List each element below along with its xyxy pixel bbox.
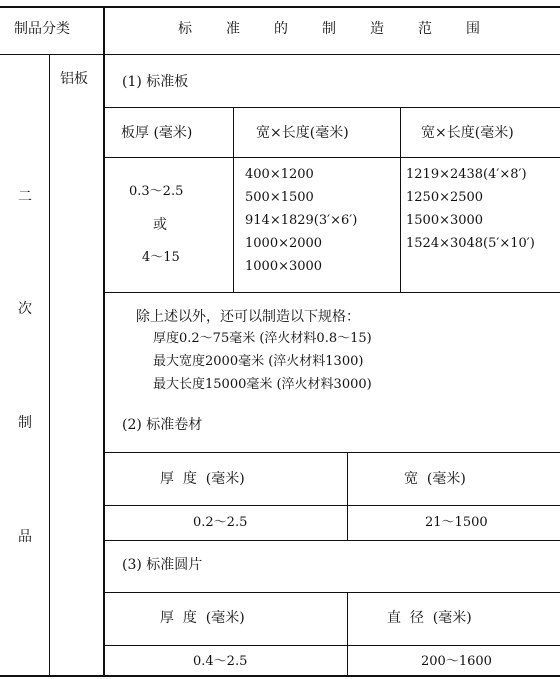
plate-col-divider-1 (233, 107, 234, 292)
header-category: 制品分类 (14, 21, 70, 37)
other-spec-line: 最大长度15000毫米 (淬火材料3000) (153, 377, 372, 392)
coil-table-bottom-rule (103, 540, 560, 541)
disc-table-top-rule (103, 592, 560, 593)
category-char-2: 次 (18, 301, 32, 317)
plate-col1-header: 板厚 (毫米) (121, 125, 193, 141)
disc-col2-header: 直 径 (毫米) (387, 610, 472, 626)
table-bottom-rule (0, 675, 560, 677)
category-char-4: 品 (18, 529, 32, 545)
plate-size-item: 1000×2000 (245, 236, 323, 251)
coil-col-divider (347, 452, 348, 540)
category-char-3: 制 (18, 415, 32, 431)
coil-width-value: 21～1500 (425, 515, 488, 530)
header-range-title: 标准的制造范围 (178, 21, 514, 37)
plate-size-item: 1500×3000 (406, 213, 484, 228)
plate-sizes-col3 (406, 163, 535, 255)
disc-table-header-rule (103, 645, 560, 646)
plate-sizes-col2 (245, 163, 357, 278)
plate-col2-header: 宽×长度(毫米) (256, 125, 349, 141)
other-spec-line: 厚度0.2～75毫米 (淬火材料0.8～15) (153, 331, 372, 346)
plate-or: 或 (153, 217, 167, 233)
category-inner-divider (49, 54, 50, 676)
plate-col-divider-2 (400, 107, 401, 292)
plate-size-item: 400×1200 (245, 167, 314, 182)
coil-table-header-rule (103, 505, 560, 506)
disc-col-divider (347, 592, 348, 676)
category-char-1: 二 (18, 189, 32, 205)
coil-table-top-rule (103, 452, 560, 453)
plate-section-title: (1) 标准板 (122, 74, 189, 90)
coil-col2-header: 宽 (毫米) (404, 471, 466, 487)
other-specs-intro: 除上述以外，还可以制造以下规格： (136, 309, 360, 325)
header-bottom-rule (0, 54, 560, 55)
plate-thickness-b: 4～15 (142, 250, 180, 265)
category-sub-aluminum-plate: 铝板 (60, 71, 88, 87)
other-spec-line: 最大宽度2000毫米 (淬火材料1300) (153, 354, 364, 369)
coil-section-title: (2) 标准卷材 (122, 417, 203, 433)
plate-size-item: 1250×2500 (406, 190, 484, 205)
plate-size-item: 914×1829(3′×6′) (245, 213, 358, 228)
disc-section-title: (3) 标准圆片 (122, 557, 203, 573)
disc-thickness-value: 0.4～2.5 (193, 654, 248, 669)
plate-thickness-a: 0.3～2.5 (129, 184, 184, 199)
disc-col1-header: 厚 度 (毫米) (160, 610, 245, 626)
table-top-rule (0, 6, 560, 8)
coil-thickness-value: 0.2～2.5 (193, 515, 248, 530)
other-specs-list (153, 327, 372, 396)
plate-size-item: 1219×2438(4′×8′) (406, 167, 527, 182)
plate-size-item: 1524×3048(5′×10′) (406, 236, 535, 251)
plate-size-item: 1000×3000 (245, 259, 323, 274)
plate-table-top-rule (103, 107, 560, 108)
plate-table-header-rule (103, 157, 560, 158)
coil-col1-header: 厚 度 (毫米) (160, 471, 245, 487)
plate-col3-header: 宽×长度(毫米) (421, 125, 514, 141)
disc-diameter-value: 200～1600 (421, 654, 492, 669)
plate-size-item: 500×1500 (245, 190, 314, 205)
plate-table-bottom-rule (103, 292, 560, 293)
